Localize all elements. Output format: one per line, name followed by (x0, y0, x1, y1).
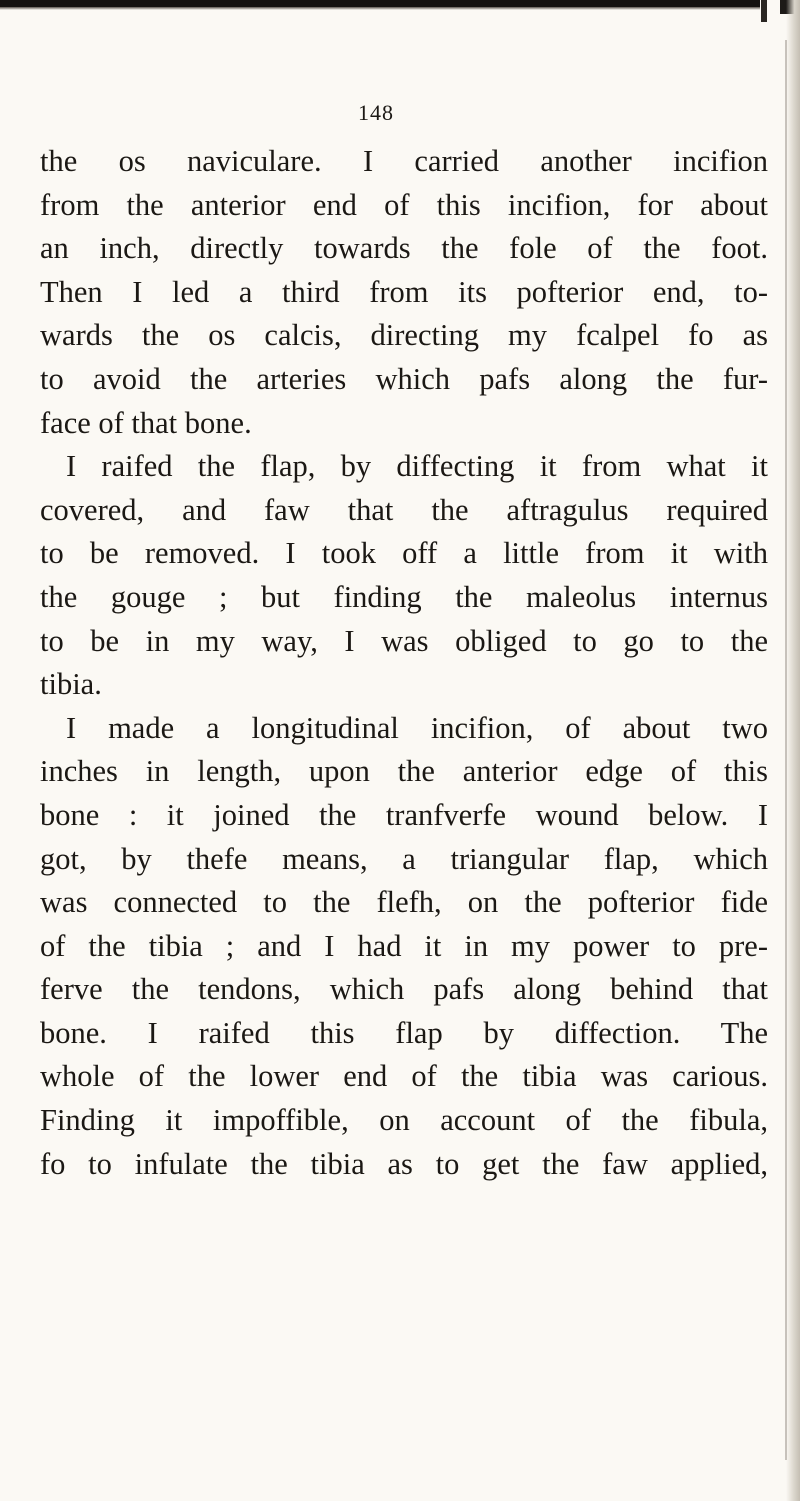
text-line: got, by thefe means, a triangular flap, which (40, 841, 768, 876)
text-line: I raifed the flap, by diffecting it from what it (66, 449, 768, 484)
text-line: bone. I raifed this flap by diffection. The (40, 1015, 768, 1050)
paragraph (40, 445, 768, 707)
page-edge-line (785, 40, 787, 1460)
text-line: the gouge ; but finding the maleolus internus (40, 579, 768, 614)
text-line: to be in my way, I was obliged to go to the (40, 623, 768, 658)
body-text (40, 140, 768, 1186)
text-line: was connected to the flefh, on the pofterior fide (40, 885, 768, 920)
scan-top-rule (0, 0, 760, 7)
text-line: to avoid the arteries which pafs along the fur- (40, 361, 768, 396)
text-line: I made a longitudinal incifion, of about two (66, 710, 768, 745)
text-line: Then I led a third from its pofterior end, to- (40, 274, 768, 309)
paragraph (40, 707, 768, 1187)
text-line: fo to infulate the tibia as to get the faw applied, (40, 1146, 768, 1181)
text-line: Finding it impoffible, on account of the fibula, (40, 1103, 768, 1138)
text-line: wards the os calcis, directing my fcalpel fo as (40, 318, 768, 353)
text-line: an inch, directly towards the fole of the foot. (40, 231, 768, 266)
page-number: 148 (358, 100, 394, 125)
text-line: whole of the lower end of the tibia was carious. (40, 1059, 768, 1094)
text-line: to be removed. I took off a little from it with (40, 536, 768, 571)
page-edge-shadow (786, 0, 800, 1501)
text-line: ferve the tendons, which pafs along behind that (40, 972, 768, 1007)
text-line: face of that bone. (40, 405, 252, 440)
text-line: of the tibia ; and I had it in my power to pre- (40, 928, 768, 963)
text-line: from the anterior end of this incifion, for about (40, 187, 768, 222)
text-line: inches in length, upon the anterior edge of this (40, 754, 768, 789)
scan-corner-mark (761, 0, 767, 22)
text-line: tibia. (40, 667, 102, 702)
text-line: covered, and faw that the aftragulus required (40, 492, 768, 527)
text-line: the os naviculare. I carried another incifion (40, 144, 768, 178)
paragraph (40, 140, 768, 445)
scan-top-shadow (0, 7, 760, 10)
text-line: bone : it joined the tranfverfe wound below. I (40, 797, 768, 832)
